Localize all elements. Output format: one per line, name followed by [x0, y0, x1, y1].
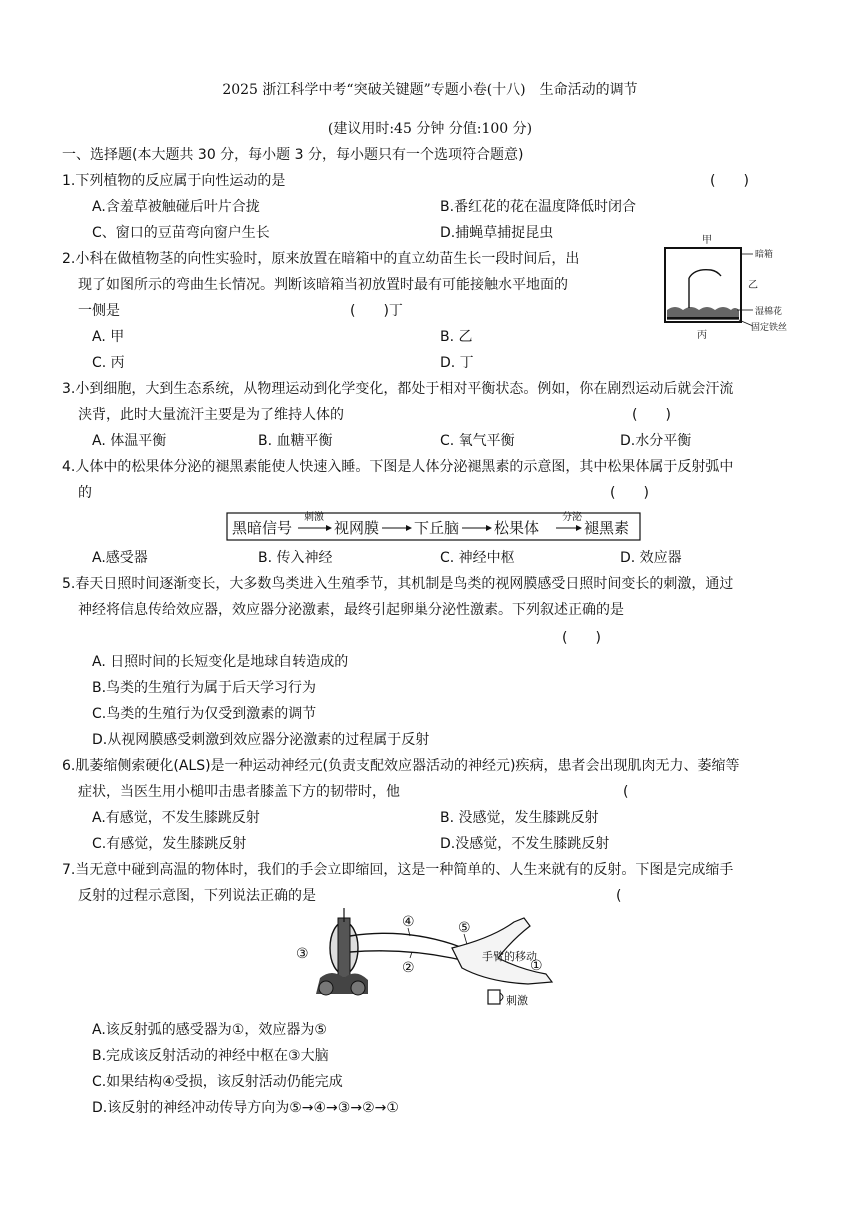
q2-answer-paren: ( )丁 [350, 303, 403, 319]
q3-answer-paren: ( ) [632, 407, 671, 423]
q4-answer-paren: ( ) [610, 485, 649, 501]
page-title: 2025 浙江科学中考“突破关键题”专题小卷(十八) 生命活动的调节 [222, 82, 638, 98]
q7-reflex-figure [292, 908, 582, 1018]
q6-option-d: D.没感觉，不发生膝跳反射 [440, 836, 610, 852]
flow-node-4: 松果体 [494, 519, 540, 537]
q1-option-d: D.捕蝇草捕捉昆虫 [440, 225, 554, 241]
q3-option-d: D.水分平衡 [620, 433, 692, 449]
q5-option-a: A. 日照时间的长短变化是地球自转造成的 [92, 654, 349, 670]
flow-node-2: 视网膜 [334, 519, 380, 537]
q2-stem-line1: 2.小科在做植物茎的向性实验时，原来放置在暗箱中的直立幼苗生长一段时间后，出 [62, 251, 580, 267]
flow-node-1: 黑暗信号 [232, 519, 293, 537]
q7-option-c: C.如果结构④受损，该反射活动仍能完成 [92, 1074, 343, 1090]
q7-arm-label: 手臂的移动 [482, 950, 537, 963]
q2-option-c: C. 丙 [92, 355, 125, 371]
flow-node-5: 褪黑素 [584, 519, 630, 537]
q6-stem-line1: 6.肌萎缩侧索硬化(ALS)是一种运动神经元(负责支配效应器活动的神经元)疾病，患者会出现肌肉无力、萎缩等 [62, 758, 740, 774]
q1-answer-paren: ( ) [710, 173, 749, 189]
q7-stem-line1: 7.当无意中碰到高温的物体时，我们的手会立即缩回，这是一种简单的、人生来就有的反射。下图是完成缩手 [62, 862, 734, 878]
q4-flow-diagram [226, 508, 642, 542]
q7-option-b: B.完成该反射活动的神经中枢在③大脑 [92, 1048, 329, 1064]
q2-fig-label-right: 乙 [748, 280, 758, 291]
q5-answer-paren: ( ) [562, 630, 601, 646]
q2-fig-label-bottom: 丙 [697, 330, 707, 341]
q2-fig-label-wire: 固定铁丝 [751, 323, 788, 333]
q6-option-c: C.有感觉，发生膝跳反射 [92, 836, 247, 852]
q2-stem-line3: 一侧是 [78, 303, 120, 319]
q4-stem-line2: 的 [78, 485, 92, 501]
q5-option-c: C.鸟类的生殖行为仅受到激素的调节 [92, 706, 317, 722]
q7-option-d: D.该反射的神经冲动传导方向为⑤→④→③→②→① [92, 1100, 399, 1116]
q4-option-d: D. 效应器 [620, 550, 682, 566]
q7-label-3: ③ [296, 946, 309, 962]
q2-stem-line2: 现了如图所示的弯曲生长情况。判断该暗箱当初放置时最有可能接触水平地面的 [78, 277, 568, 293]
q3-stem-line2: 浃背，此时大量流汗主要是为了维持人体的 [78, 407, 344, 423]
flow-node-3: 下丘脑 [414, 519, 460, 537]
q2-option-a: A. 甲 [92, 329, 125, 345]
flow-arrow1-label: 刺激 [304, 512, 324, 523]
q2-option-b: B. 乙 [440, 329, 473, 345]
q1-stem: 1.下列植物的反应属于向性运动的是 [62, 173, 286, 189]
q4-option-c: C. 神经中枢 [440, 550, 515, 566]
q6-answer-paren: ( [623, 784, 629, 800]
q7-label-2: ② [402, 960, 415, 976]
q1-option-a: A.含羞草被触碰后叶片合拢 [92, 199, 260, 215]
q2-dark-box-figure [655, 230, 800, 345]
section-heading: 一、选择题(本大题共 30 分，每小题 3 分，每小题只有一个选项符合题意) [62, 147, 524, 163]
q7-stem-line2: 反射的过程示意图，下列说法正确的是 [78, 888, 316, 904]
q5-stem-line2: 神经将信息传给效应器，效应器分泌激素，最终引起卵巢分泌性激素。下列叙述正确的是 [78, 602, 624, 618]
q5-option-b: B.鸟类的生殖行为属于后天学习行为 [92, 680, 317, 696]
page-subtitle: (建议用时:45 分钟 分值:100 分) [327, 121, 533, 137]
q4-stem-line1: 4.人体中的松果体分泌的褪黑素能使人快速入睡。下图是人体分泌褪黑素的示意图，其中松果体属于反射弧中 [62, 459, 734, 475]
q7-label-4: ④ [402, 914, 415, 930]
q3-stem-line1: 3.小到细胞，大到生态系统，从物理运动到化学变化，都处于相对平衡状态。例如，你在剧烈运动后就会汗流 [62, 381, 734, 397]
q2-fig-label-box: 暗箱 [755, 250, 774, 260]
q1-option-b: B.番红花的花在温度降低时闭合 [440, 199, 637, 215]
q4-option-b: B. 传入神经 [258, 550, 333, 566]
q2-option-d: D. 丁 [440, 355, 474, 371]
q7-option-a: A.该反射弧的感受器为①，效应器为⑤ [92, 1022, 327, 1038]
q7-label-1: ① [530, 958, 543, 974]
q3-option-a: A. 体温平衡 [92, 433, 167, 449]
flow-arrow4-label: 分泌 [562, 512, 582, 523]
q6-option-b: B. 没感觉，发生膝跳反射 [440, 810, 599, 826]
q5-stem-line1: 5.春天日照时间逐渐变长，大多数鸟类进入生殖季节，其机制是鸟类的视网膜感受日照时间变长的刺激，通过 [62, 576, 734, 592]
q6-option-a: A.有感觉，不发生膝跳反射 [92, 810, 260, 826]
q4-option-a: A.感受器 [92, 550, 148, 566]
q2-fig-label-cotton: 湿棉花 [755, 307, 783, 317]
q5-option-d: D.从视网膜感受刺激到效应器分泌激素的过程属于反射 [92, 732, 430, 748]
q2-fig-label-top: 甲 [702, 235, 712, 246]
q7-stim-label: 刺激 [506, 994, 528, 1007]
q7-label-5: ⑤ [458, 920, 471, 936]
q6-stem-line2: 症状，当医生用小槌叩击患者膝盖下方的韧带时，他 [78, 784, 400, 800]
q3-option-c: C. 氧气平衡 [440, 433, 515, 449]
q1-option-c: C、窗口的豆苗弯向窗户生长 [92, 225, 270, 241]
hot-cup [488, 990, 500, 1004]
q7-answer-paren: ( [616, 888, 622, 904]
seedling-curve [689, 270, 721, 278]
q3-option-b: B. 血糖平衡 [258, 433, 333, 449]
